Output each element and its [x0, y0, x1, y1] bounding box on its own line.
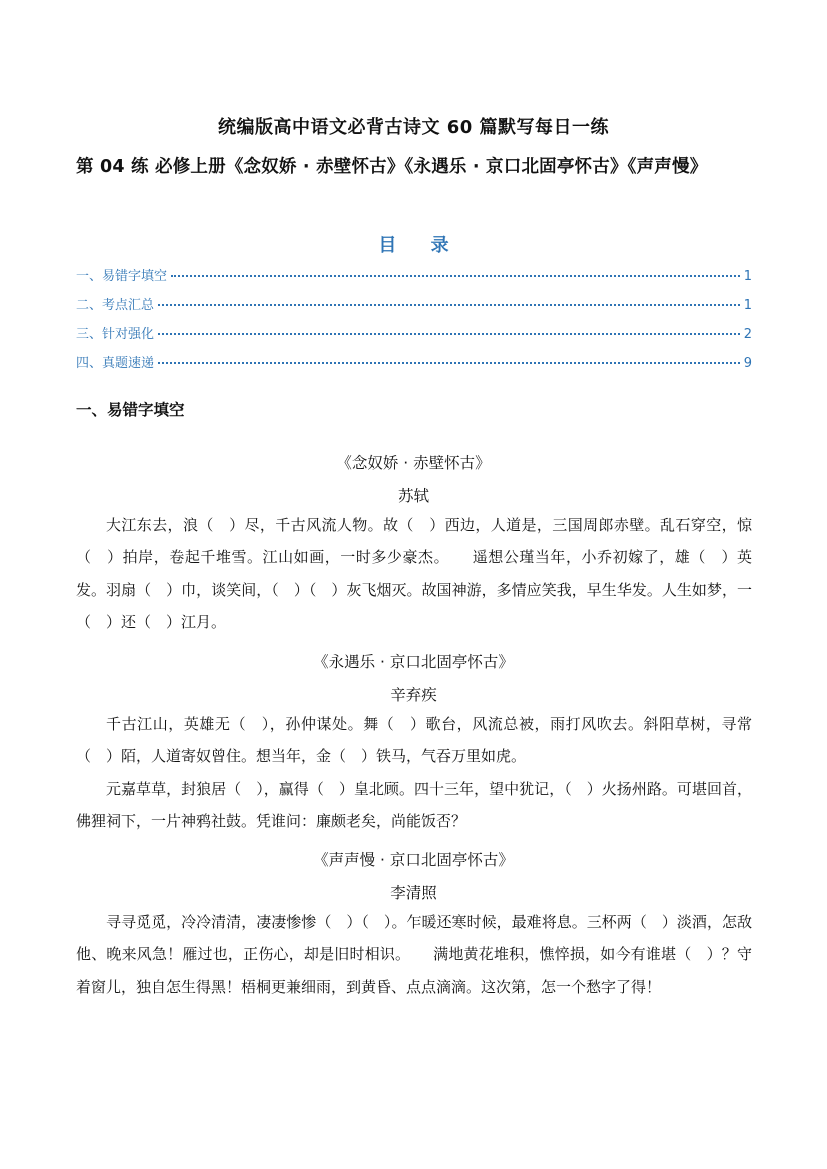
toc-item-page: 1	[743, 269, 752, 284]
poem-author: 李清照	[390, 884, 437, 902]
poem-paragraph: 千古江山，英雄无（ ），孙仲谋处。舞（ ）歌台，风流总被，雨打风吹去。斜阳草树，寻常（ ）陌，人道寄奴曾住。想当年，金（ ）铁马，气吞万里如虎。	[76, 715, 752, 766]
poem-paragraph: 元嘉草草，封狼居（ ），赢得（ ）皇北顾。四十三年，望中犹记，（ ）火扬州路。可堪回首，佛狸祠下，一片神鸦社鼓。凭谁问：廉颇老矣，尚能饭否？	[76, 780, 752, 831]
toc-item-label: 一、易错字填空	[76, 269, 168, 284]
toc-item-label: 四、真题速递	[76, 356, 155, 371]
toc-leader-dots	[158, 333, 740, 335]
document-subtitle: 第 04 练 必修上册《念奴娇 · 赤壁怀古》《永遇乐 · 京口北固亭怀古》《声声慢》	[76, 157, 708, 177]
poem-author: 苏轼	[397, 487, 429, 505]
toc-leader-dots	[158, 304, 740, 306]
poem-paragraph: 大江东去，浪（ ）尽，千古风流人物。故（ ）西边，人道是，三国周郎赤壁。乱石穿空，惊（ ）拍岸，卷起千堆雪。江山如画，一时多少豪杰。 遥想公瑾当年，小乔初嫁了，雄（ ）英发。羽扇（ ）巾，谈笑间，（ ）（ ）灰飞烟灭。故国神游，多情应笑我，早生华发。人生如梦，一（ ）还（ ）江月。	[76, 516, 752, 632]
poem-author: 辛弃疾	[390, 686, 437, 704]
poem-paragraph: 寻寻觅觅，冷冷清清，凄凄惨惨（ ）（ ）。乍暖还寒时候，最难将息。三杯两（ ）淡酒，怎敌他、晚来风急！雁过也，正伤心，却是旧时相识。 满地黄花堆积，憔悴损，如今有谁堪（ ）？守着窗儿，独自怎生得黑！梧桐更兼细雨，到黄昏、点点滴滴。这次第，怎一个愁字了得！	[76, 913, 752, 996]
toc-item[interactable]	[76, 323, 752, 352]
toc-leader-dots	[171, 275, 740, 277]
poem-title: 《声声慢 · 京口北固亭怀古》	[313, 851, 514, 869]
toc-item[interactable]	[76, 352, 752, 381]
toc-leader-dots	[158, 362, 740, 364]
section-heading: 一、易错字填空	[76, 401, 185, 419]
toc-item-page: 2	[743, 327, 752, 342]
poem-title: 《永遇乐 · 京口北固亭怀古》	[313, 653, 514, 671]
toc-item-page: 1	[743, 298, 752, 313]
toc-item[interactable]	[76, 294, 752, 323]
toc-item[interactable]	[76, 265, 752, 294]
poem-title: 《念奴娇 · 赤壁怀古》	[336, 454, 491, 472]
toc-item-label: 二、考点汇总	[76, 298, 155, 313]
document-title: 统编版高中语文必背古诗文 60 篇默写每日一练	[217, 117, 610, 138]
toc-title: 目 录	[378, 235, 463, 256]
table-of-contents	[76, 265, 752, 381]
toc-item-label: 三、针对强化	[76, 327, 155, 342]
toc-item-page: 9	[743, 356, 752, 371]
